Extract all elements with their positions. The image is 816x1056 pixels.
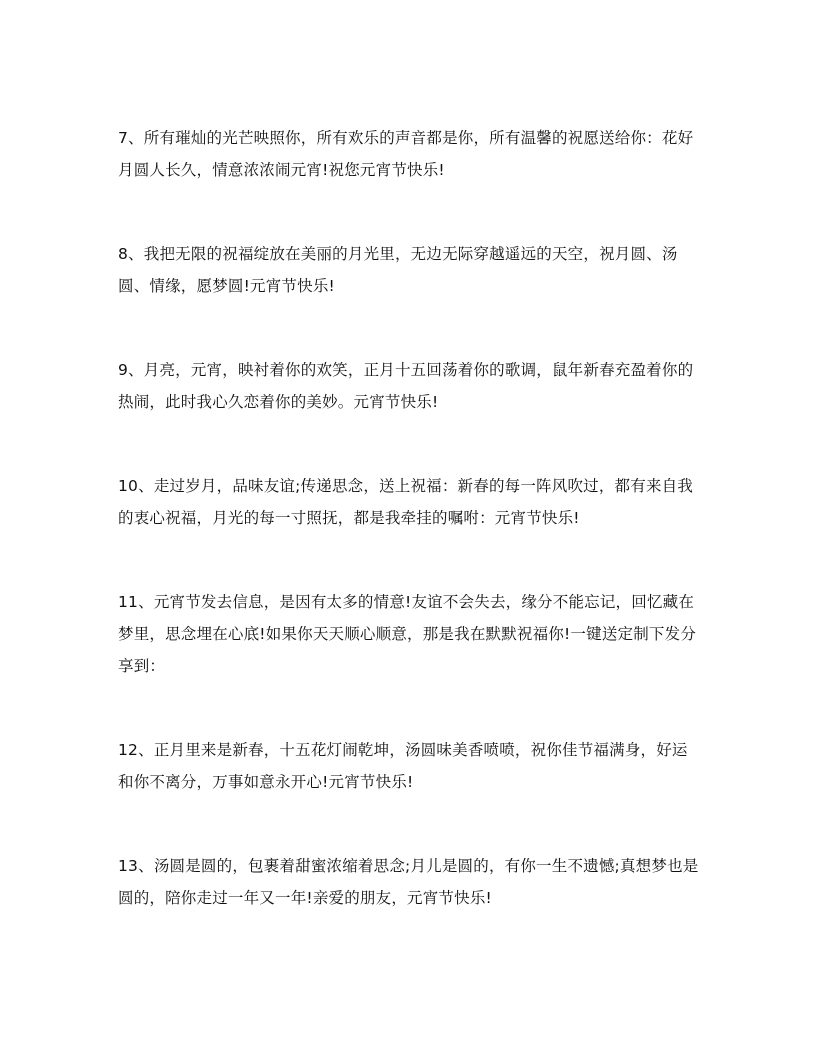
paragraph-13: 13、汤圆是圆的，包裹着甜蜜浓缩着思念;月儿是圆的，有你一生不遗憾;真想梦也是圆的，陪你走过一年又一年!亲爱的朋友，元宵节快乐! (118, 857, 699, 907)
paragraph-9: 9、月亮，元宵，映衬着你的欢笑，正月十五回荡着你的歌调，鼠年新春充盈着你的热闹，此时我心久恋着你的美妙。元宵节快乐! (118, 361, 694, 411)
paragraph-11: 11、元宵节发去信息，是因有太多的情意!友谊不会失去，缘分不能忘记，回忆藏在梦里，思念埋在心底!如果你天天顺心顺意，那是我在默默祝福你!一键送定制下发分享到： (118, 593, 697, 675)
paragraph-10: 10、走过岁月，品味友谊;传递思念，送上祝福：新春的每一阵风吹过，都有来自我的衷心祝福，月光的每一寸照抚，都是我牵挂的嘱咐：元宵节快乐! (118, 477, 694, 527)
paragraph-12: 12、正月里来是新春，十五花灯闹乾坤，汤圆味美香喷喷，祝你佳节福满身，好运和你不离分，万事如意永开心!元宵节快乐! (118, 741, 688, 791)
paragraph-7: 7、所有璀灿的光芒映照你，所有欢乐的声音都是你，所有温馨的祝愿送给你：花好月圆人长久，情意浓浓闹元宵!祝您元宵节快乐! (118, 129, 694, 179)
paragraph-8: 8、我把无限的祝福绽放在美丽的月光里，无边无际穿越遥远的天空，祝月圆、汤圆、情缘，愿梦圆!元宵节快乐! (118, 245, 678, 295)
